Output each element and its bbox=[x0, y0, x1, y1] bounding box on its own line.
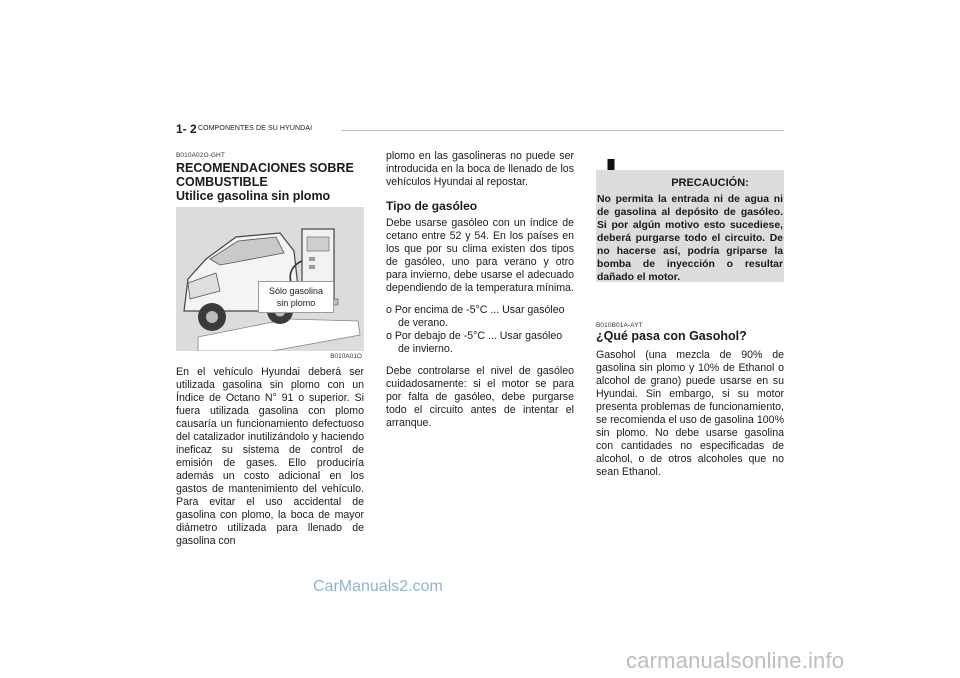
heading-line: Utilice gasolina sin plomo bbox=[176, 189, 331, 203]
section-code: B010B01A-AYT bbox=[596, 322, 643, 329]
watermark-carmanuals2: CarManuals2.com bbox=[313, 578, 443, 595]
caution-text: No permita la entrada ni de agua ni de gasolina al depósito de gasóleo. Si por algún motivo esto sucediese, deberá purgarse todo el circuito. De no hacerse así, podría griparse la bomba de inyección o resultar dañado el motor. bbox=[597, 194, 783, 283]
fuel-figure bbox=[176, 207, 364, 360]
body-paragraph: Debe usarse gasóleo con un índice de cetano entre 52 y 54. En los países en los que por su clima existen dos tipos de gasóleo, uno para verano y otro para invierno, debe usarse el adecuado dependiendo de la temperatura mínima. bbox=[386, 217, 574, 294]
body-paragraph: Debe controlarse el nivel de gasóleo cuidadosamente: si el motor se para por falta de gasóleo, debe purgarse todo el circuito antes de intentar el arranque. bbox=[386, 365, 574, 429]
subheading-diesel-type: Tipo de gasóleo bbox=[386, 199, 478, 213]
watermark-carmanualsonline: carmanualsonline.info bbox=[626, 648, 845, 673]
body-paragraph: plomo en las gasolineras no puede ser introducida en la boca de llenado de los vehículos Hyundai al repostar. bbox=[386, 150, 574, 188]
heading-gasohol: ¿Qué pasa con Gasohol? bbox=[596, 329, 747, 343]
body-paragraph: En el vehículo Hyundai deberá ser utilizada gasolina sin plomo con un Índice de Octano N° 91 o superior. Si fuera utilizada gasolina con plomo causaría un funcionamiento defectuoso del catalizador inutilizándolo y haciendo ineficaz su sistema de control de emisión de gases. Ello produciría además un costo adicional en los gastos de mantenimiento del vehículo. Para evitar el uso accidental de gasolina con plomo, la boca de mayor diámetro utilizada para llenado de gasolina con bbox=[176, 366, 364, 547]
heading-recommendations bbox=[176, 161, 364, 203]
section-title: COMPONENTES DE SU HYUNDAI bbox=[198, 125, 313, 132]
figure-label bbox=[258, 281, 334, 313]
list-item: o Por encima de -5°C ... Usar gasóleo de verano. bbox=[386, 304, 565, 329]
caution-box bbox=[596, 170, 784, 282]
heading-line: COMBUSTIBLE bbox=[176, 175, 268, 189]
body-paragraph: Gasohol (una mezcla de 90% de gasolina sin plomo y 10% de Ethanol o alcohol de grano) puede usarse en su Hyundai. Sin embargo, si su motor presenta problemas de funcionamiento, se recomienda el uso de gasolina 100% sin plomo. No debe usarse gasolina con cantidades no especificadas de alcohol, o de otros alcoholes que no sean Ethanol. bbox=[596, 349, 784, 478]
page-number: 1- 2 bbox=[176, 122, 197, 136]
column-right bbox=[596, 322, 784, 479]
figure-label-line: sin plomo bbox=[276, 298, 316, 308]
car-fuel-pump-illustration bbox=[176, 207, 364, 351]
column-middle bbox=[386, 150, 574, 430]
figure-label-line: Sólo gasolina bbox=[268, 286, 324, 296]
section-code: B010A02O-GHT bbox=[176, 152, 225, 159]
column-left bbox=[176, 152, 364, 548]
heading-line: RECOMENDACIONES SOBRE bbox=[176, 161, 354, 175]
page-header bbox=[176, 122, 784, 138]
list-item: o Por debajo de -5°C ... Usar gasóleo de invierno. bbox=[386, 330, 563, 355]
caution-title: PRECAUCIÓN: bbox=[671, 177, 749, 189]
figure-code: B010A01O bbox=[330, 353, 362, 360]
header-rule bbox=[341, 130, 784, 131]
